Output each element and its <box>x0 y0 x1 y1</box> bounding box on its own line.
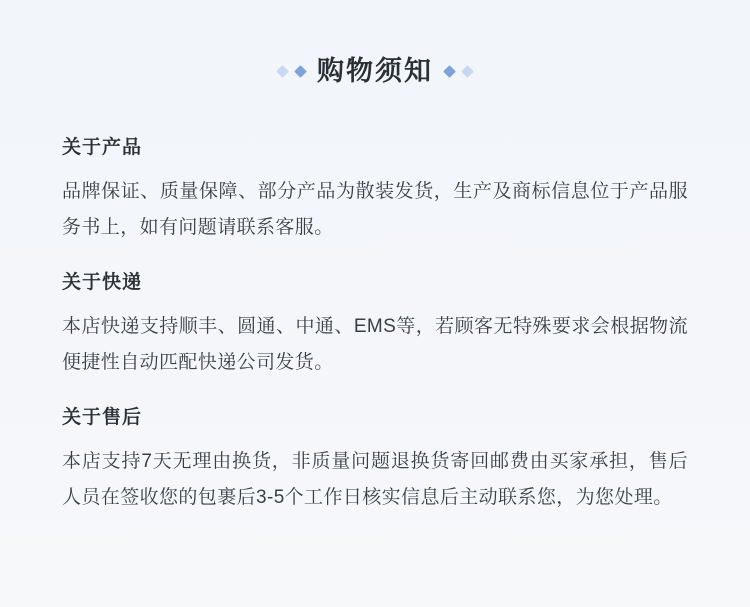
section-heading: 关于售后 <box>62 406 143 428</box>
section-shipping <box>62 272 688 381</box>
page-title: 购物须知 <box>317 56 433 87</box>
section-product <box>62 137 688 246</box>
light-diamond-icon <box>461 65 474 78</box>
ornament-left <box>278 67 305 76</box>
dark-diamond-icon <box>443 65 456 78</box>
section-body: 本店支持7天无理由换货，非质量问题退换货寄回邮费由买家承担，售后人员在签收您的包裹后3-5个工作日核实信息后主动联系您，为您处理。 <box>62 450 688 508</box>
page-title-row <box>0 0 750 103</box>
section-heading: 关于产品 <box>62 137 143 159</box>
section-body: 品牌保证、质量保障、部分产品为散装发货，生产及商标信息位于产品服务书上，如有问题请联系客服。 <box>62 180 688 238</box>
section-after-sales <box>62 407 688 516</box>
section-heading: 关于快递 <box>62 271 143 293</box>
light-diamond-icon <box>276 65 289 78</box>
notice-content <box>0 137 750 515</box>
section-body: 本店快递支持顺丰、圆通、中通、EMS等，若顾客无特殊要求会根据物流便捷性自动匹配快递公司发货。 <box>62 315 688 373</box>
dark-diamond-icon <box>294 65 307 78</box>
ornament-right <box>445 67 472 76</box>
